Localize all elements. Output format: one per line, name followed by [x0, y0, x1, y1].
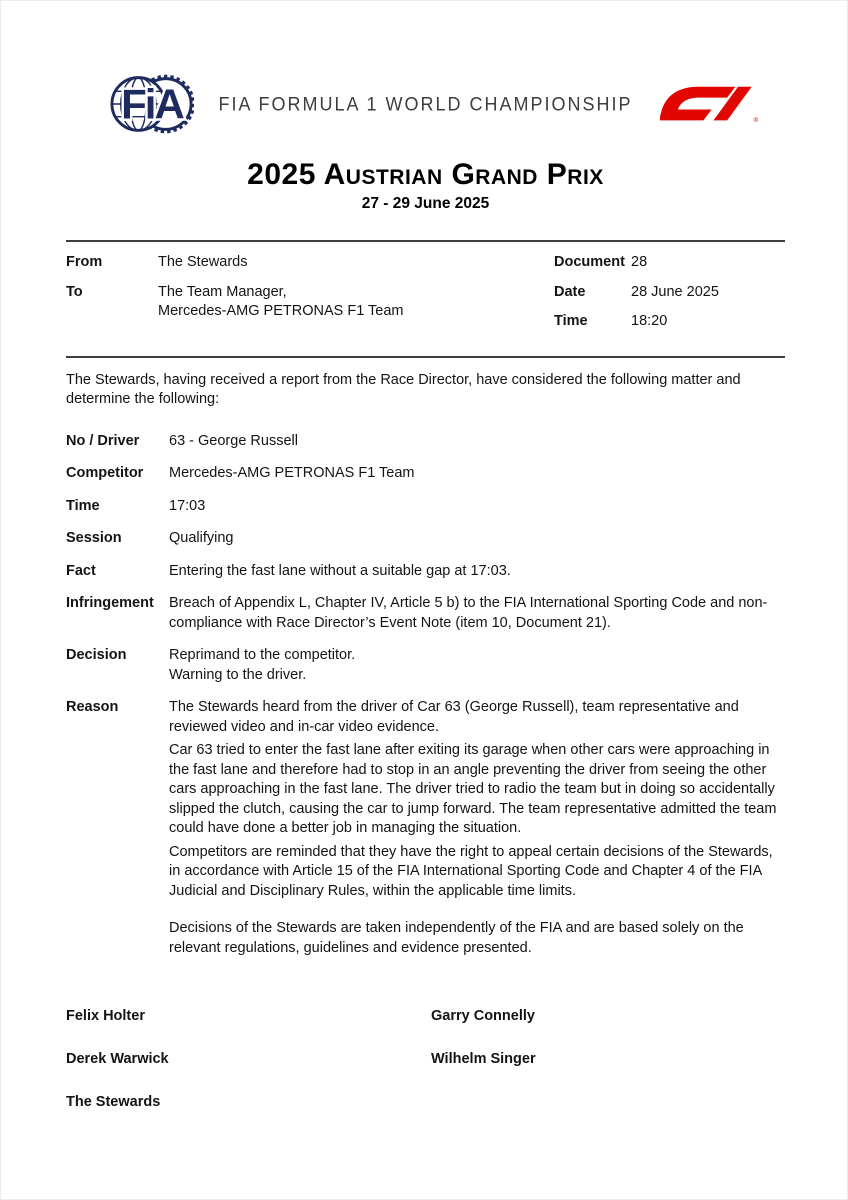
meta-row-time	[554, 312, 785, 332]
document-label: Document	[554, 254, 625, 270]
signature-row-2	[66, 1049, 785, 1069]
no-driver-value: 63 - George Russell	[169, 432, 298, 449]
field-row-reason	[66, 698, 785, 962]
fia-logo	[110, 66, 194, 142]
f1-logo	[657, 81, 759, 127]
time-label: Time	[554, 313, 588, 329]
meta-right-column	[554, 253, 785, 342]
signature-row-1	[66, 1006, 785, 1026]
time-value: 18:20	[631, 313, 668, 329]
competitor-label: Competitor	[66, 465, 144, 481]
reason-paragraph-4: Decisions of the Stewards are taken independently of the FIA and are based solely on the relevant regulations, guidelines and evidence presented.	[169, 920, 744, 956]
signature-garry-connelly: Garry Connelly	[431, 1008, 535, 1024]
signature-felix-holter: Felix Holter	[66, 1008, 145, 1024]
date-label: Date	[554, 283, 586, 300]
meta-row-date	[554, 283, 785, 303]
date-value: 28 June 2025	[631, 283, 719, 300]
field-row-time	[66, 497, 785, 517]
f1-registered-mark: ®	[753, 117, 759, 125]
session-value: Qualifying	[169, 530, 234, 546]
reason-label: Reason	[66, 699, 119, 715]
fact-value: Entering the fast lane without a suitable gap at 17:03.	[169, 562, 511, 579]
infringement-label: Infringement	[66, 595, 154, 611]
decision-line2: Warning to the driver.	[169, 666, 307, 683]
reason-paragraph-3: Competitors are reminded that they have the right to appeal certain decisions of the Stewards, in accordance with Article 15 of the FIA International Sporting Code and Chapter 4 of the FIA Judicial and Disciplinary Rules, within the applicable time limits.	[169, 843, 773, 899]
field-row-session	[66, 529, 785, 549]
decision-value	[169, 646, 785, 685]
decision-line1: Reprimand to the competitor.	[169, 647, 356, 663]
meta-row-from	[66, 253, 554, 273]
incident-time-value: 17:03	[169, 497, 206, 514]
signature-wilhelm-singer: Wilhelm Singer	[431, 1051, 536, 1067]
reason-value	[169, 698, 785, 962]
to-value-line1: The Team Manager,	[158, 283, 287, 300]
document-header	[66, 65, 785, 143]
competitor-value: Mercedes-AMG PETRONAS F1 Team	[169, 465, 415, 481]
document-value: 28	[631, 254, 648, 270]
to-label: To	[66, 283, 83, 300]
event-title: 2025 Austrian Grand Prix	[247, 158, 604, 191]
no-driver-label: No / Driver	[66, 432, 140, 449]
to-value-line2: Mercedes-AMG PETRONAS F1 Team	[158, 303, 404, 319]
intro-paragraph: The Stewards, having received a report from the Race Director, have considered the following matter and determine the following:	[66, 371, 741, 407]
field-row-competitor	[66, 464, 785, 484]
to-value	[158, 283, 554, 322]
signatures-block	[66, 1006, 785, 1112]
fia-logo-text: FiA	[121, 80, 183, 128]
meta-row-to	[66, 283, 554, 322]
incident-time-label: Time	[66, 497, 100, 514]
session-label: Session	[66, 530, 122, 546]
field-row-fact	[66, 562, 785, 582]
from-label: From	[66, 254, 103, 270]
field-row-infringement	[66, 594, 785, 633]
championship-title: FIA FORMULA 1 WORLD CHAMPIONSHIP	[218, 92, 633, 115]
fact-label: Fact	[66, 562, 96, 579]
reason-paragraph-1: The Stewards heard from the driver of Car 63 (George Russell), team representative and reviewed video and in-car video evidence.	[169, 699, 739, 735]
signature-footer: The Stewards	[66, 1094, 161, 1110]
meta-left-column	[66, 253, 554, 342]
from-value: The Stewards	[158, 254, 248, 270]
meta-block	[66, 240, 785, 358]
meta-row-document	[554, 253, 785, 273]
signature-derek-warwick: Derek Warwick	[66, 1051, 169, 1067]
field-row-decision	[66, 646, 785, 685]
event-dates: 27 - 29 June 2025	[361, 195, 490, 212]
decision-label: Decision	[66, 647, 127, 663]
decision-fields	[66, 432, 785, 963]
field-row-no-driver	[66, 432, 785, 452]
reason-paragraph-2: Car 63 tried to enter the fast lane after exiting its garage when other cars were approaching in the fast lane and therefore had to stop in an angle preventing the driver from seeing the other cars approaching in the fast lane. The driver tried to radio the team but in doing so accidentally slipped the clutch, causing the car to jump forward. The team representative admitted the team could have done a better job in managing the situation.	[169, 742, 777, 836]
infringement-value: Breach of Appendix L, Chapter IV, Article 5 b) to the FIA International Sporting Code and non-compliance with Race Director’s Event Note (item 10, Document 21).	[169, 595, 768, 631]
